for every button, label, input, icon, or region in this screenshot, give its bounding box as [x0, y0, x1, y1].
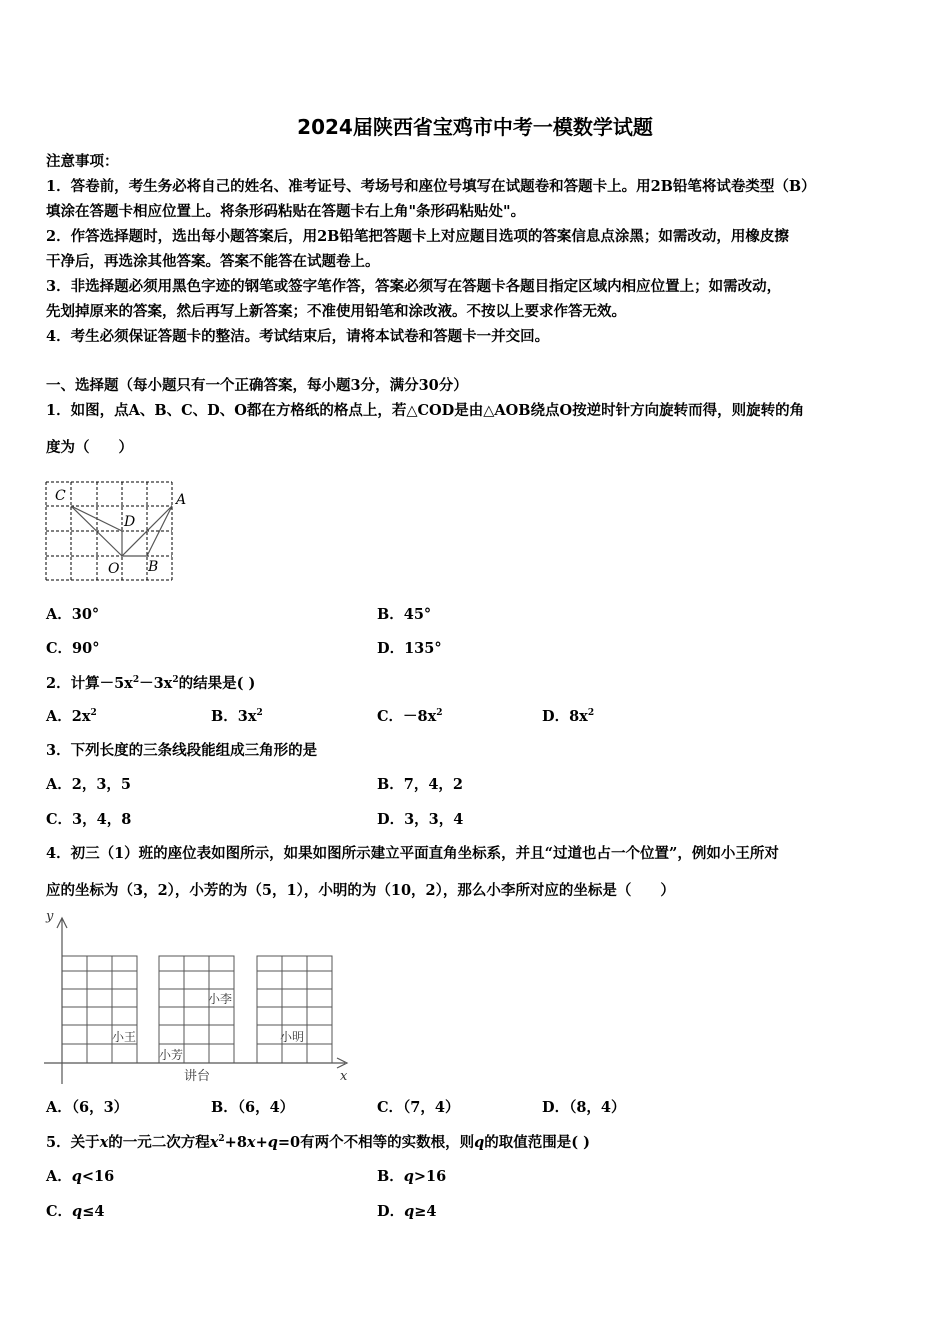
q4-option-a: A．（6，3）: [46, 1099, 129, 1116]
q3-option-b: B．7，4，2: [377, 776, 464, 793]
q4-axis-x: x: [340, 1069, 348, 1084]
q4-axis-y: y: [46, 909, 54, 924]
notice-line: 4．考生必须保证答题卡的整洁。考试结束后，请将本试卷和答题卡一并交回。: [46, 328, 550, 345]
q2-option-c: C．$-8x^2$: [377, 708, 443, 725]
section-heading: 一、选择题（每小题只有一个正确答案，每小题3分，满分30分）: [46, 377, 468, 394]
q5-option-b: B．q>16: [377, 1168, 447, 1185]
q4-option-c: C．（7，4）: [377, 1099, 460, 1116]
q4-seating-figure: [40, 906, 360, 1090]
q3-option-c: C．3，4，8: [46, 811, 132, 828]
q1-label-b: B: [148, 559, 159, 575]
q1-stem-cont: 度为（ ）: [46, 439, 133, 456]
q4-label-podium: 讲台: [184, 1069, 211, 1084]
q4-label-li: 小李: [208, 992, 233, 1006]
q1-label-o: O: [108, 561, 120, 577]
q1-grid-figure: [40, 476, 200, 586]
notice-line: 3．非选择题必须用黑色字迹的钢笔或签字笔作答，答案必须写在答题卡各题目指定区域内相应位置上；如需改动，: [46, 278, 782, 295]
q4-option-d: D．（8，4）: [542, 1099, 626, 1116]
notice-heading: 注意事项：: [46, 153, 119, 170]
q1-label-c: C: [55, 488, 66, 504]
q3-option-d: D．3，3，4: [377, 811, 464, 828]
notice-line: 填涂在答题卡相应位置上。将条形码粘贴在答题卡右上角"条形码粘贴处"。: [46, 203, 526, 220]
q4-option-b: B．（6，4）: [211, 1099, 295, 1116]
q3-stem: 3．下列长度的三条线段能组成三角形的是: [46, 742, 318, 759]
notice-line: 2．作答选择题时，选出每小题答案后，用2B铅笔把答题卡上对应题目选项的答案信息点涂黑；如需改动，用橡皮擦: [46, 228, 789, 245]
q5-stem: 5．关于x的一元二次方程$x^2+8x+q=0$有两个不相等的实数根，则q的取值范围是( ): [46, 1134, 591, 1151]
page-title: 2024届陕西省宝鸡市中考一模数学试题: [297, 115, 653, 139]
notice-line: 先划掉原来的答案，然后再写上新答案；不准使用铅笔和涂改液。不按以上要求作答无效。: [46, 303, 626, 320]
q4-label-fang: 小芳: [159, 1048, 184, 1062]
notice-line: 1．答卷前，考生务必将自己的姓名、准考证号、考场号和座位号填写在试题卷和答题卡上。用2B铅笔将试卷类型（B）: [46, 178, 816, 195]
notice-line: 干净后，再选涂其他答案。答案不能答在试题卷上。: [46, 253, 380, 270]
q1-label-d: D: [124, 514, 136, 530]
q5-option-a: A．q<16: [46, 1168, 115, 1185]
q5-option-c: C．q≤4: [46, 1203, 105, 1220]
q1-stem: 1．如图，点A、B、C、D、O都在方格纸的格点上，若△COD是由△AOB绕点O按逆时针方向旋转而得，则旋转的角: [46, 402, 805, 419]
q4-stem-cont: 应的坐标为（3，2），小芳的为（5，1），小明的为（10，2），那么小李所对应的坐标是（ ）: [46, 882, 675, 899]
q2-option-a: A．$2x^2$: [46, 708, 97, 725]
q2-option-b: B．$3x^2$: [211, 708, 263, 725]
q3-option-a: A．2，3，5: [46, 776, 132, 793]
q4-stem: 4．初三（1）班的座位表如图所示，如果如图所示建立平面直角坐标系，并且“过道也占一个位置”，例如小王所对: [46, 845, 779, 862]
q1-label-a: A: [176, 492, 187, 508]
q1-option-a: A．30°: [46, 606, 100, 623]
q2-option-d: D．$8x^2$: [542, 708, 595, 725]
q4-label-ming: 小明: [280, 1030, 305, 1044]
q4-label-wang: 小王: [112, 1030, 137, 1044]
q5-option-d: D．q≥4: [377, 1203, 437, 1220]
q1-option-d: D．135°: [377, 640, 442, 657]
q1-option-b: B．45°: [377, 606, 432, 623]
q1-option-c: C．90°: [46, 640, 100, 657]
q2-stem: 2．计算$-5x^2-3x^2$的结果是( ): [46, 675, 256, 692]
